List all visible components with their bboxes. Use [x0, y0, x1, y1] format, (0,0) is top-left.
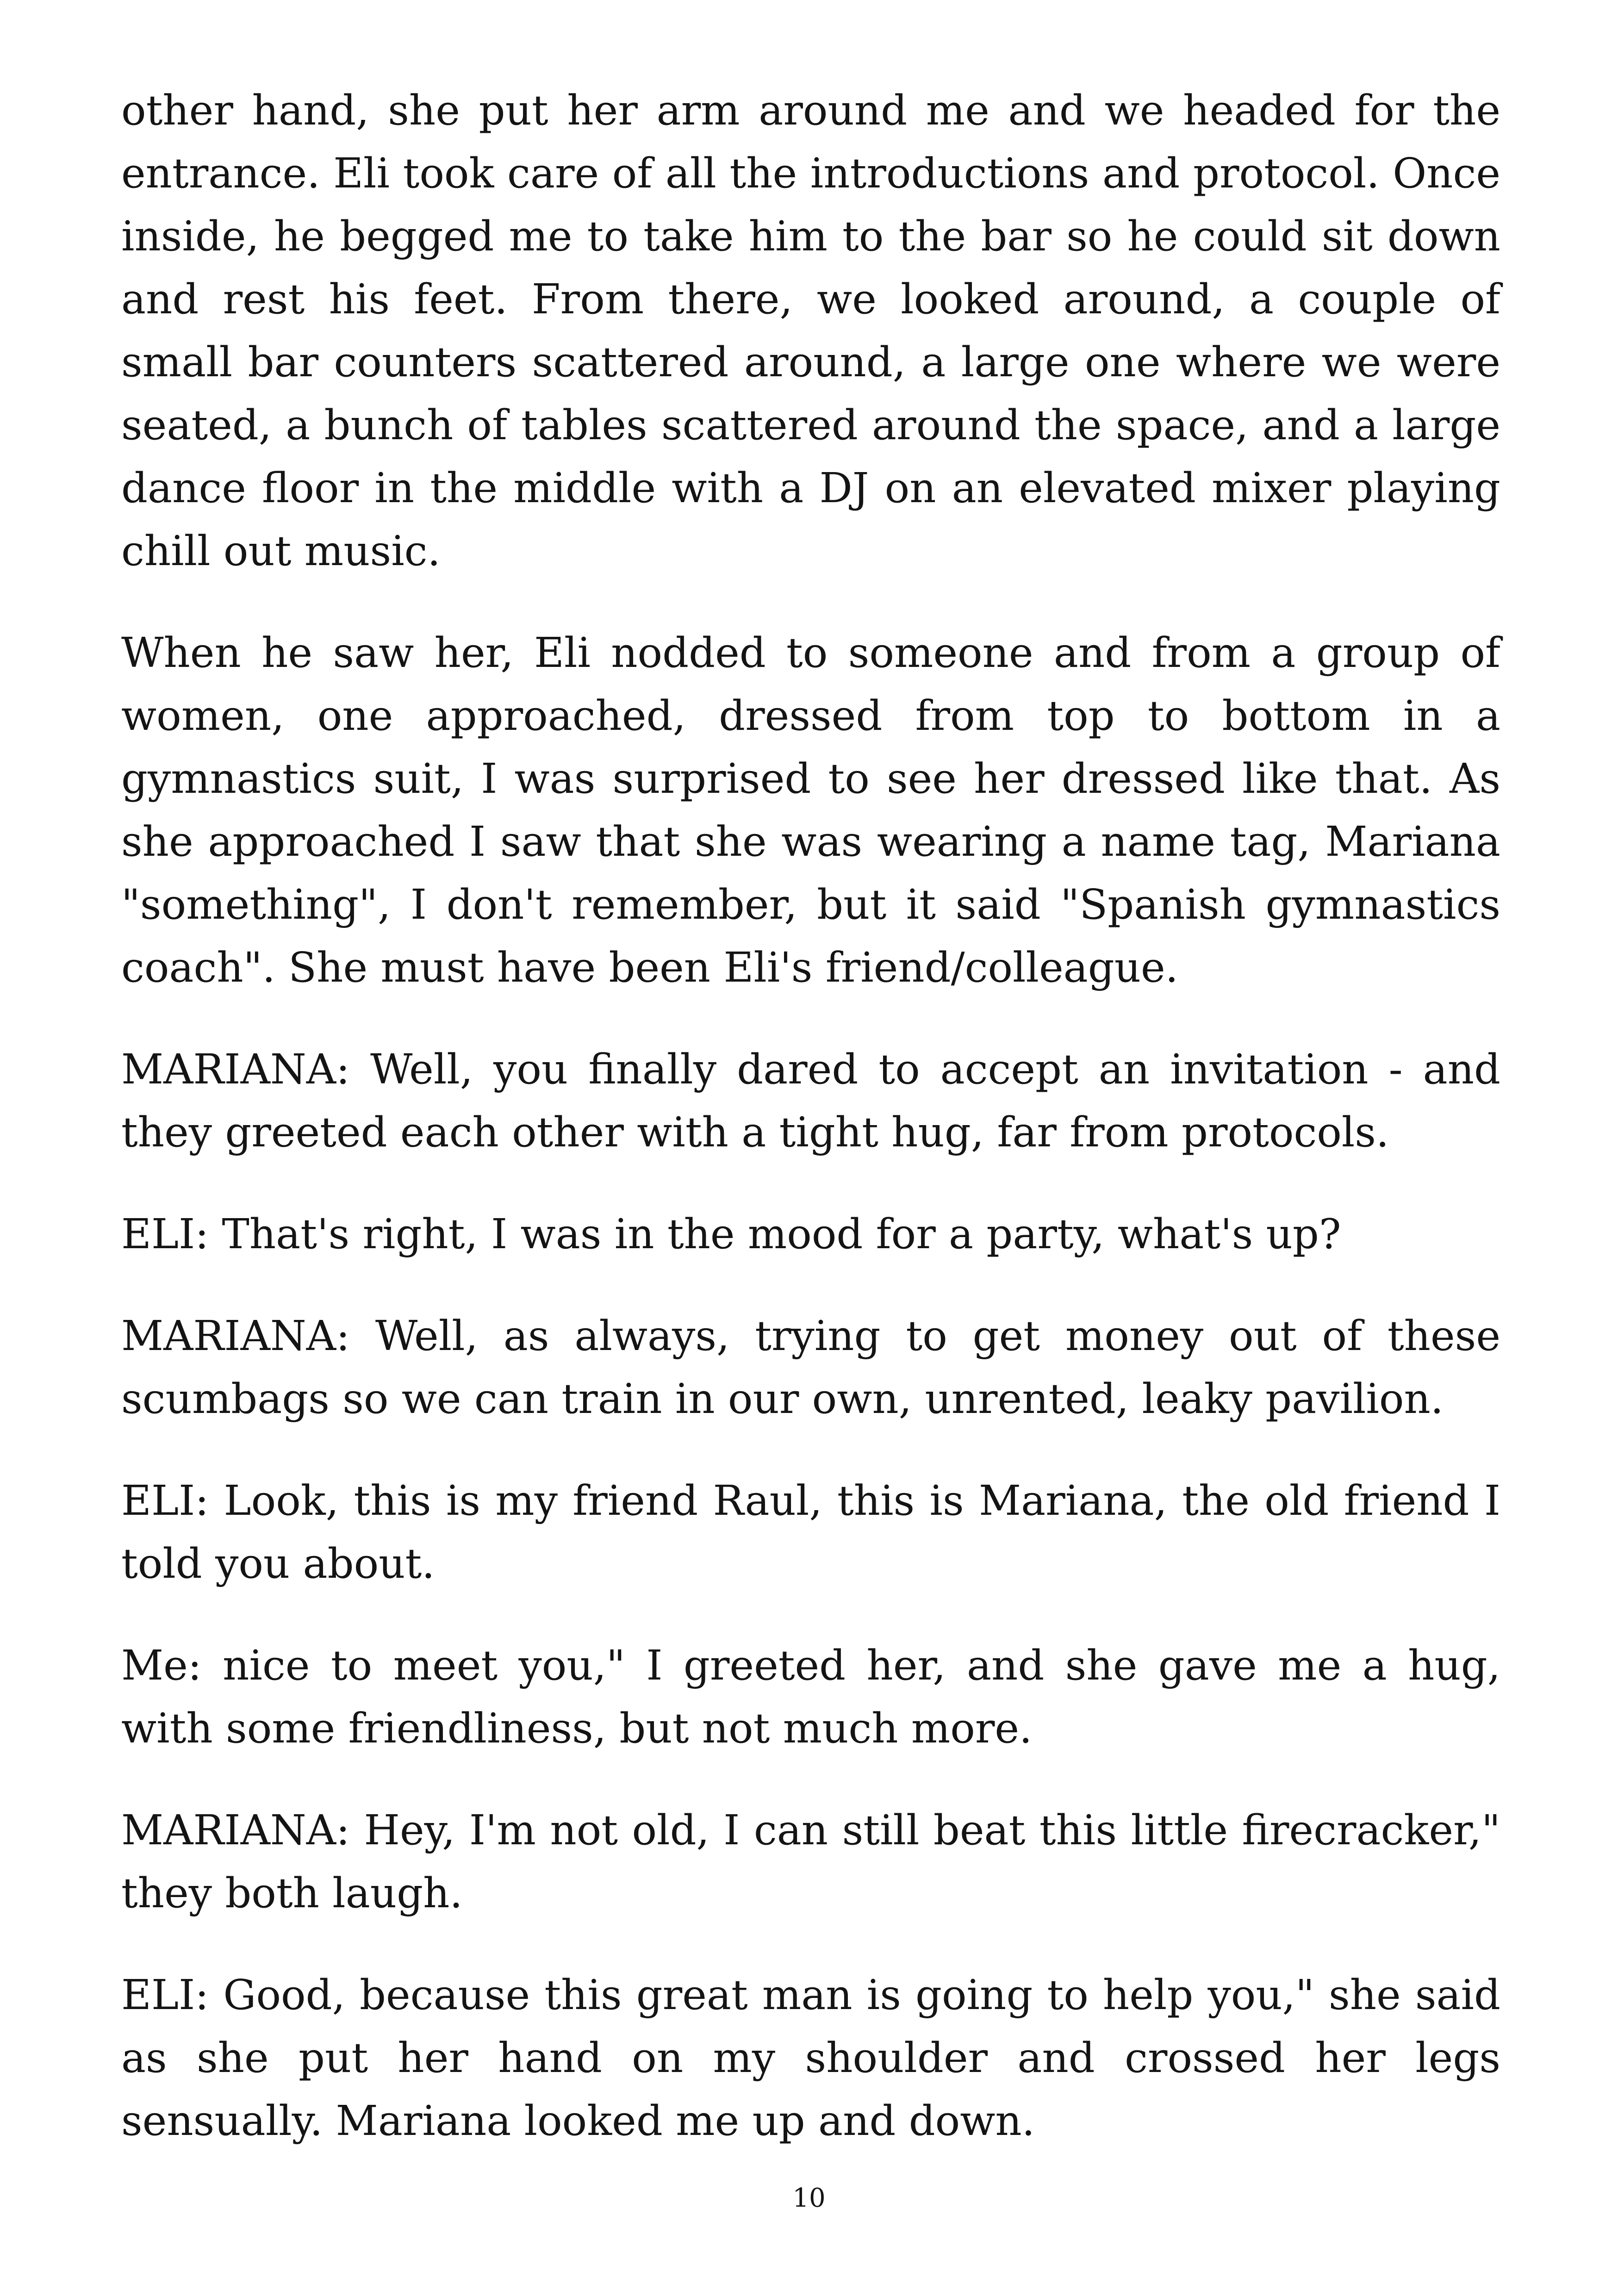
- paragraph-9: ELI: Good, because this great man is going to help you," she said as she put her hand on my shoulder and crossed her legs sensually. Mariana looked me up and down.: [121, 1971, 1500, 2145]
- body-text: [121, 79, 1500, 2191]
- paragraph-5: MARIANA: Well, as always, trying to get money out of these scumbags so we can train in our own, unrented, leaky pavilion.: [121, 1312, 1500, 1423]
- paragraph-1: other hand, she put her arm around me and we headed for the entrance. Eli took care of all the introductions and protocol. Once inside, he begged me to take him to the bar so he could sit down and rest his feet. From there, we looked around, a couple of small bar counters scattered around, a large one where we were seated, a bunch of tables scattered around the space, and a large dance floor in the middle with a DJ on an elevated mixer playing chill out music.: [121, 86, 1500, 575]
- paragraph-4: ELI: That's right, I was in the mood for a party, what's up?: [121, 1210, 1341, 1258]
- page-number: 10: [792, 2183, 826, 2213]
- paragraph-3: MARIANA: Well, you finally dared to accept an invitation - and they greeted each other with a tight hug, far from protocols.: [121, 1045, 1500, 1156]
- paragraph-2: When he saw her, Eli nodded to someone and from a group of women, one approached, dressed from top to bottom in a gymnastics suit, I was surprised to see her dressed like that. As she approached I saw that she was wearing a name tag, Mariana "something", I don't remember, but it said "Spanish gymnastics coach". She must have been Eli's friend/colleague.: [121, 628, 1500, 991]
- paragraph-7: Me: nice to meet you," I greeted her, and she gave me a hug, with some friendliness, but not much more.: [121, 1641, 1500, 1752]
- paragraph-6: ELI: Look, this is my friend Raul, this is Mariana, the old friend I told you about.: [121, 1476, 1500, 1587]
- paragraph-8: MARIANA: Hey, I'm not old, I can still beat this little firecracker," they both laugh.: [121, 1806, 1500, 1917]
